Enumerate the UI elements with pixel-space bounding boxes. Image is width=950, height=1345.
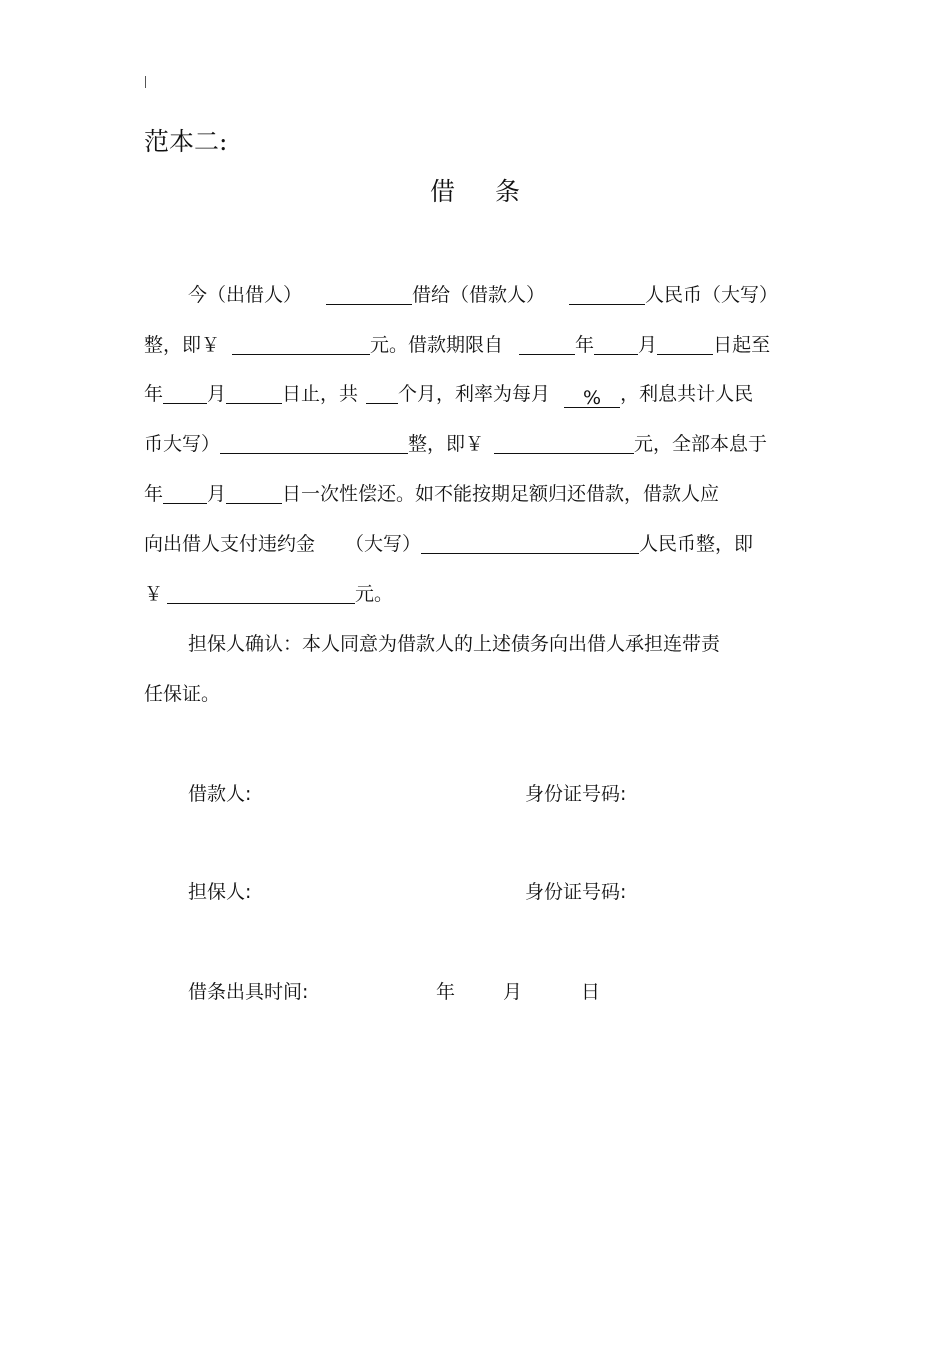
- body-line-2: [144, 330, 770, 357]
- issue-date-label: 借条出具时间:: [188, 981, 309, 1003]
- text-amount-prefix: 整，即￥: [408, 433, 485, 455]
- blank-repay-month: [163, 483, 207, 504]
- blank-amount: [232, 334, 370, 355]
- text-month: 月: [207, 483, 227, 505]
- issue-date-year: 年: [436, 981, 456, 1003]
- blank-penalty-upper: [421, 533, 639, 554]
- text-lend-to: 借给（借款人）: [412, 284, 546, 306]
- blank-end-month: [163, 383, 207, 404]
- sample-heading: 范本二:: [144, 127, 228, 156]
- body-line-4: [144, 429, 767, 456]
- borrower-label: 借款人:: [188, 783, 252, 805]
- blank-start-day: [657, 334, 713, 355]
- blank-months: [366, 383, 398, 404]
- body-line-6: [144, 529, 753, 556]
- text-day-until: 日起至: [713, 334, 771, 356]
- issue-date-month: 月: [503, 981, 523, 1003]
- text-month: 月: [207, 383, 227, 405]
- text-year: 年: [144, 383, 164, 405]
- blank-end-day: [226, 383, 282, 404]
- text-yen: ￥: [144, 583, 164, 605]
- blank-start-year: [519, 334, 575, 355]
- text-interest-rate: 个月，利率为每月: [398, 383, 551, 405]
- text-month: 月: [638, 334, 658, 356]
- text-repay-clause: 日一次性偿还。如不能按期足额归还借款，借款人应: [282, 483, 720, 505]
- blank-borrower-name: [569, 284, 645, 305]
- issue-date-day: 日: [581, 981, 601, 1003]
- document-title: 借条: [429, 177, 560, 206]
- text-rmb-whole: 人民币整，即: [639, 533, 754, 555]
- text-term-from: 元。借款期限自: [370, 334, 504, 356]
- guarantor-text-1: 担保人确认：本人同意为借款人的上述债务向出借人承担连带责: [188, 633, 721, 655]
- borrower-id-label: 身份证号码:: [525, 783, 627, 805]
- text-cursor: [145, 76, 146, 88]
- text-rmb-upper: 人民币（大写）: [645, 284, 779, 306]
- body-line-7: [144, 579, 393, 606]
- text-day-total: 日止，共: [282, 383, 359, 405]
- text-yuan: 元。: [355, 583, 394, 605]
- guarantor-confirmation: [144, 629, 720, 656]
- guarantor-confirmation-cont: 任保证。: [144, 683, 221, 705]
- body-line-1: [144, 280, 778, 307]
- blank-interest-amount: [494, 433, 634, 454]
- blank-start-month: [594, 334, 638, 355]
- blank-interest-upper: [220, 433, 408, 454]
- text-principal-interest: 元，全部本息于: [634, 433, 768, 455]
- blank-penalty-amount: [167, 583, 355, 604]
- guarantor-label: 担保人:: [188, 881, 252, 903]
- text-upper-case: （大写）: [345, 533, 422, 555]
- text-lender: 今（出借人）: [188, 284, 303, 306]
- blank-repay-day: [226, 483, 282, 504]
- text-amount-prefix: 整，即￥: [144, 334, 221, 356]
- body-line-3: [144, 379, 753, 408]
- text-penalty: 向出借人支付违约金: [144, 533, 316, 555]
- body-line-5: [144, 479, 719, 506]
- guarantor-id-label: 身份证号码:: [525, 881, 627, 903]
- blank-rate-percent: %: [564, 387, 620, 408]
- text-year: 年: [575, 334, 595, 356]
- text-interest-total: ，利息共计人民: [620, 383, 754, 405]
- blank-lender-name: [326, 284, 412, 305]
- text-currency-upper: 币大写）: [144, 433, 221, 455]
- text-year: 年: [144, 483, 164, 505]
